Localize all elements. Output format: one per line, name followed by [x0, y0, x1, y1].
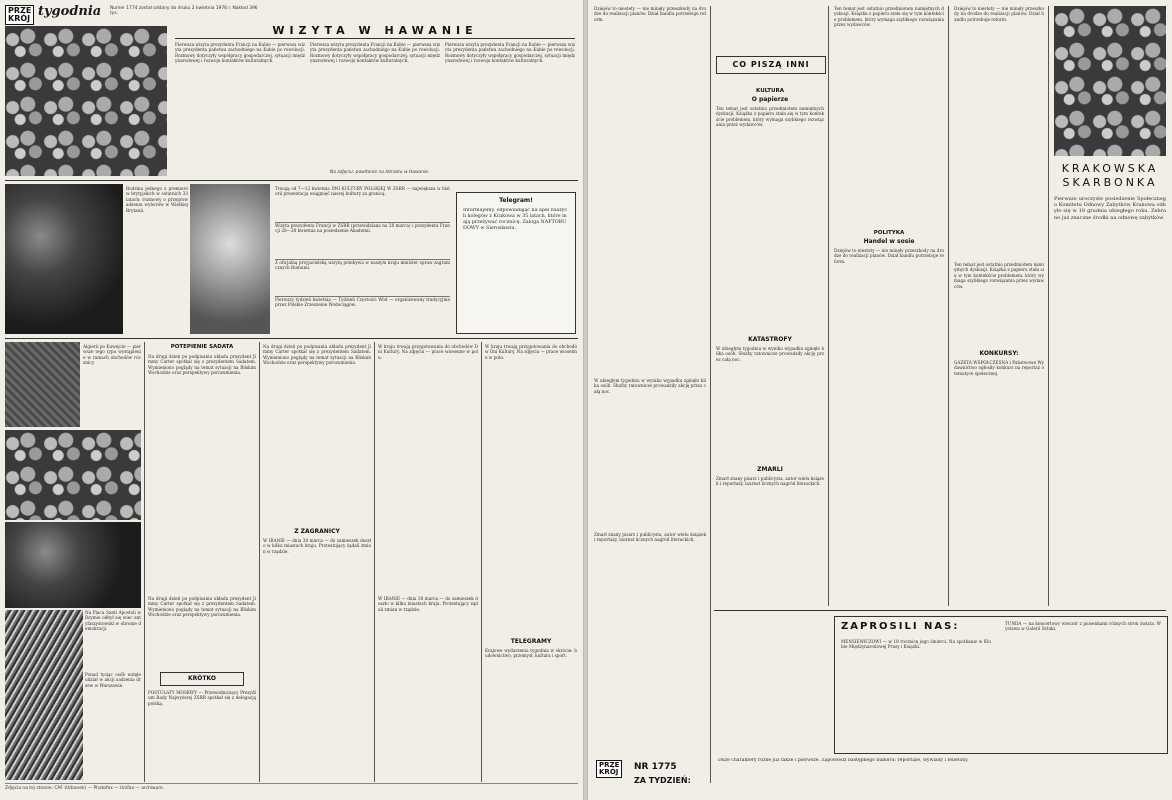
zmarli-head: ZMARLI [757, 466, 783, 473]
rome-caption: Na Placu Santi Apostoli w Rzymie odbył się wiec antyfaszystowski w obronie demokracji. [85, 610, 141, 632]
issue-line: Numer 1774 został oddany do druku 2 kwietnia 1978 r. Nakład 396 tys. [110, 6, 258, 17]
za-tydzien: ZA TYDZIEŃ: [634, 776, 691, 785]
polityka-label: POLITYKA [873, 230, 905, 236]
short-text: POSTULATY MOSKWY — Przewodniczący Prezydium Rady Najwyższej ZSRR spotkał się z delegacją polską. [148, 690, 256, 706]
bulletin-list [275, 186, 450, 334]
telegram-box [456, 192, 576, 334]
right-col4-text-b: Ten temat jest ostatnio przedmiotem namiętnych dyskusji. Książka z papieru stała się w tym kontekście problemem, który wymaga szybkiego rozwiązania przez wydawców. [954, 262, 1044, 289]
zmarli-text: Zmarł znany pisarz i publicysta, autor wielu książek i reportaży, laureat licznych nagród literackich. [716, 476, 824, 487]
masthead-logo [5, 5, 34, 25]
bulletin-item: Trwają od 7—12 kwietnia DNI KULTURY POLSKIEJ W ZSRR — największa w historii prezentacja osiągnięć naszej kultury za granicą. [275, 186, 450, 223]
footer-credits: Zdjęcia na tej stronie: CAF (Urbanek) — Photofax — Unifax — archiwum. [5, 786, 165, 791]
main-headline: WIZYTA W HAWANIE [272, 24, 478, 37]
havana-note: Na zdjęciu: powitanie na lotnisku w Hawanie. [330, 170, 430, 175]
next-issue-text: Duże charaktery różne już także i pierwsze. Zapowiedź następnego numeru: reportaże, wywiady i felietony. [718, 758, 969, 763]
portrait-photo-2 [190, 184, 270, 334]
portrait-photo-1 [5, 184, 123, 334]
havana-text-col1: Pierwsza wizyta prezydenta Francji na Kubie — pierwsza wizyta prezydenta państwa zachodniego na Kubie po rewolucji. Rozmowy dotyczyły współpracy gospodarczej, sytuacji międzynarodowej i rozwoju kontaktów kulturalnych. [175, 42, 305, 64]
protest-photo [5, 430, 141, 520]
section-short: KRÓTKO [160, 672, 244, 686]
logo-top: PRZE [8, 6, 32, 15]
telegrams-text: Krajowe wydarzenia tygodnia w skrócie: budownictwo, przemysł, kultura i sport. [485, 648, 577, 659]
handel-head: Handel w sosie [863, 238, 915, 245]
krakowska-head: KRAKOWSKA SKARBONKA [1061, 162, 1159, 189]
left-page [0, 0, 583, 800]
right-col3-text: Ten temat jest ostatnio przedmiotem namiętnych dyskusji. Książka z papieru stała się w tym kontekście problemem, który wymaga szybkiego rozwiązania przez wydawców. [834, 6, 944, 28]
bulletin-item: Pierwszy tydzień kwietnia — Tydzień Czystości Wód — organizowany tradycyjnie przez Polskie Zrzeszenie Wodociągów. [275, 297, 450, 308]
krakowska-text: Pierwsze uroczyste posiedzenie Społecznego Komitetu Odnowy Zabytków Krakowa odbyło się w 18 grudnia ubiegłego roku. Zebrano już znaczne środki na odnowę zabytków. [1054, 196, 1166, 221]
sadat-text: Na drugi dzień po podpisaniu układu prezydent Jimmy Carter spotkał się z prezydentem Sadatem. Wymieniono poglądy na temat sytuacji na Bliskim Wschodzie oraz perspektywy porozumienia. [148, 354, 256, 376]
havana-text-col3: Pierwsza wizyta prezydenta Francji na Kubie — pierwsza wizyta prezydenta państwa zachodniego na Kubie po rewolucji. Rozmowy dotyczyły współpracy gospodarczej, sytuacji międzynarodowej i rozwoju kontaktów kulturalnych. [445, 42, 575, 64]
poland-caption: Ponad tysiąc osób wzięło udział w akcji sadzenia drzew w Warszawie. [85, 672, 141, 688]
callaghan-caption: Rodzina jednego z premierów brytyjskich w ostatnich 33 latach: rozmowy o przeprowadzeniu wyborów w Wielkiej Brytanii. [126, 186, 188, 213]
sadat-text-cont: Na drugi dzień po podpisaniu układu prezydent Jimmy Carter spotkał się z prezydentem Sadatem. Wymieniono poglądy na temat sytuacji na Bliskim Wschodzie oraz perspektywy porozumienia. [148, 596, 256, 618]
telegram-body: Informujemy, odpowiadając na apel naszych kolegów z Krakowa w 35 latach, które mają przeżywać rocznicę. Zaloga NAFTOBUDOWY w Sierosławiu. [463, 208, 568, 231]
abroad-text: W IRANIE — dnia 30 marca — do zamieszek doszło w kilku miastach kraju. Protestujący żądali zmian w rządzie. [263, 538, 371, 554]
kultura-label: KULTURA [756, 88, 784, 94]
zaprosili-text-2: TUNDA — na koncertowy wieczór z piosenkami różnych stron świata. Wystawa w Galerii Sztuki. [1005, 621, 1161, 632]
handel-text: Dziejów to niestety — nie minęły przeszkody na drodze do realizacji planów. Dział handlu potrzebuje reform. [834, 248, 944, 264]
issue-number: NR 1775 [634, 762, 677, 772]
bulletin-item: Wizyta prezydenta Francji w ZSRR (przewidziana na 28 marca) i prezydenta Francji 28—28 kwietnia na posiedzenie Akademii. [275, 223, 450, 260]
column-4-text: W kraju trwają przygotowania do obchodów Dni Kultury. Na zdjęciu — prace wiosenne w polu. [378, 344, 478, 360]
krakow-photo [1054, 6, 1166, 156]
masthead-tygodnia: tygodnia [38, 4, 102, 19]
right-col1-text-b: W ubiegłym tygodniu w wyniku wypadku zginęło kilka osób. Służby ratownicze prowadziły akcję przez całą noc. [594, 378, 706, 394]
konkursy-text: GAZETA WSPÓŁCZESNA i Państwowe Wydawnictwo ogłosiły konkurs na reportaż o tematyce społecznej. [954, 360, 1044, 376]
rome-photo [5, 522, 141, 608]
right-col1-text-c: Zmarł znany pisarz i publicysta, autor wielu książek i reportaży, laureat licznych nagród literackich. [594, 532, 706, 543]
footer-logo-top: PRZE [599, 761, 620, 769]
havana-photo [5, 26, 167, 176]
section-sadat: POTEPIENIE SADATA [170, 344, 234, 350]
katastrofy-head: KATASTROFY [748, 336, 792, 343]
algeria-caption: Algierii po Kuwejcie — pierwsze tego typu wystąpienie w ramach obchodów rocznicy. [83, 344, 141, 366]
footer-logo-bottom: KRÓJ [599, 768, 619, 776]
co-pisza-inni: CO PISZĄ INNI [716, 56, 826, 74]
footer-logo [596, 760, 622, 778]
section-abroad: Z ZAGRANICY [294, 528, 340, 535]
right-col1-text: Dziejów to niestety — nie minęły przeszkody na drodze do realizacji planów. Dział handlu potrzebuje reform. [594, 6, 706, 22]
konkursy-head: KONKURSY: [979, 350, 1019, 357]
katastrofy-text: W ubiegłym tygodniu w wyniku wypadku zginęło kilka osób. Służby ratownicze prowadziły akcję przez całą noc. [716, 346, 824, 362]
right-col4-text: Dziejów to niestety — nie minęły przeszkody na drodze do realizacji planów. Dział handlu potrzebuje reform. [954, 6, 1044, 22]
kultura-text: Ten temat jest ostatnio przedmiotem namiętnych dyskusji. Książka z papieru stała się w tym kontekście problemem, który wymaga szybkiego rozwiązania przez wydawców. [716, 106, 824, 128]
trees-photo [5, 610, 83, 780]
zaprosili-box [834, 616, 1168, 754]
o-papierze: O papierze [751, 96, 789, 103]
right-page [588, 0, 1172, 800]
havana-text-col2: Pierwsza wizyta prezydenta Francji na Kubie — pierwsza wizyta prezydenta państwa zachodniego na Kubie po rewolucji. Rozmowy dotyczyły współpracy gospodarczej, sytuacji międzynarodowej i rozwoju kontaktów kulturalnych. [310, 42, 440, 64]
zaprosili-head: ZAPROSILI NAS: [841, 621, 960, 632]
column-4-text-cont: W IRANIE — dnia 30 marca — do zamieszek doszło w kilku miastach kraju. Protestujący żądali zmian w rządzie. [378, 596, 478, 612]
zaprosili-text: MENSIEWICZOWI — w 18 rocznicę jego śmierci. Na spotkanie w Klubie Międzynarodowej Prasy i Książki. [841, 639, 991, 650]
telegram-title: Telegram! [499, 197, 533, 204]
column-3-text: Na drugi dzień po podpisaniu układu prezydent Jimmy Carter spotkał się z prezydentem Sadatem. Wymieniono poglądy na temat sytuacji na Bliskim Wschodzie oraz perspektywy porozumienia. [263, 344, 371, 366]
bulletin-item: Z oficjalną przyjacielską wizytą przebywa w naszym kraju minister spraw zagranicznych Rumunii. [275, 260, 450, 297]
algeria-photo [5, 342, 80, 427]
column-5-text: W kraju trwają przygotowania do obchodów Dni Kultury. Na zdjęciu — prace wiosenne w polu. [485, 344, 577, 360]
logo-bottom: KRÓJ [8, 14, 31, 23]
section-telegrams: TELEGRAMY [510, 638, 552, 645]
